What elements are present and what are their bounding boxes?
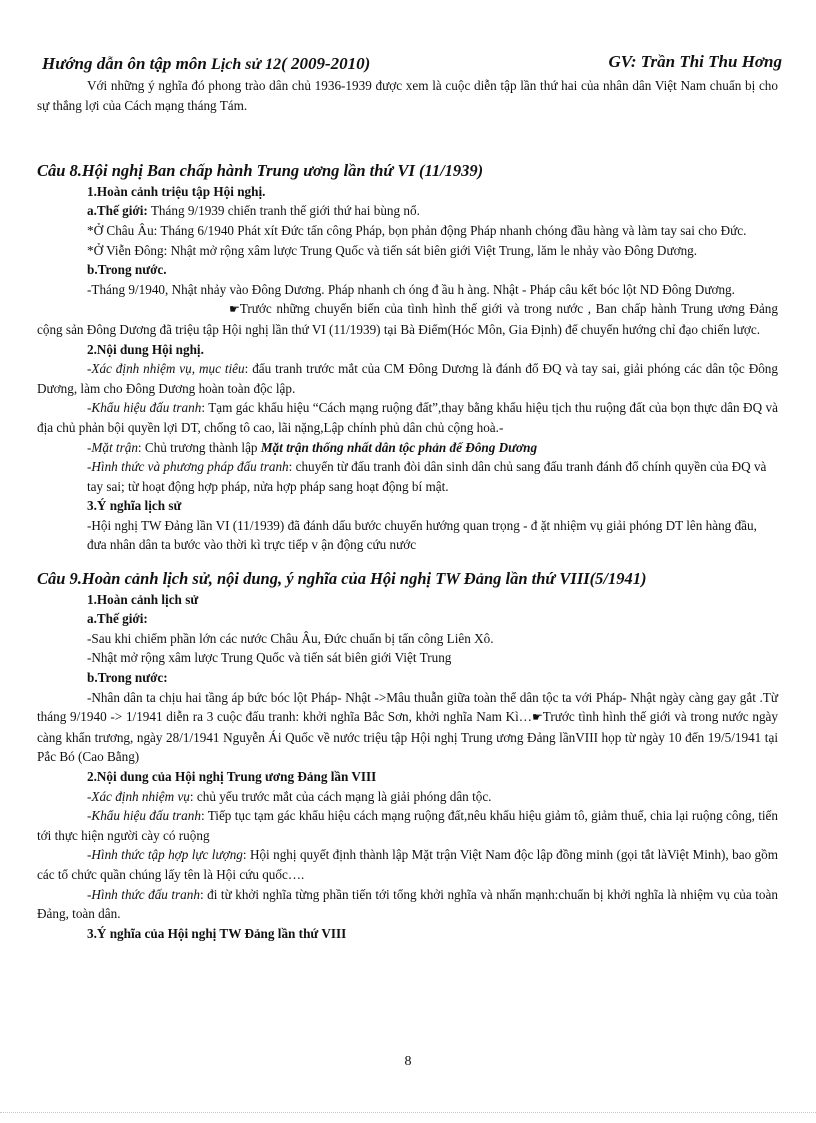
q9-struggle-paragraph: -Hình thức đấu tranh: đi từ khởi nghĩa từng phần tiến tới tổng khởi nghĩa và nhấn mạnh:chuẩn bị khởi nghĩa là nhiệm vụ của toàn Đảng, toàn dân. (37, 886, 778, 922)
q8-task-paragraph: -Xác định nhiệm vụ, mục tiêu: đấu tranh trước mắt của CM Đông Dương là đánh đổ ĐQ và tay sai, giải phóng các dân tộc Đông Dương, làm cho Đông Dương hoàn toàn độc lập. (37, 361, 778, 396)
q8-front-name: Mặt trận thống nhất dân tộc phản đế Đông Dương (260, 439, 538, 455)
q8-slogan-paragraph: -Khẩu hiệu đấu tranh: Tạm gác khẩu hiệu “Cách mạng ruộng đất”,thay bằng khẩu hiệu tịch thu ruộng đất của bọn thực dân ĐQ và địa chủ phản bội quyền lợi DT, chống tô cao, lãi nặng,Lập chính phủ dân chủ cộng hoà.- (37, 400, 778, 435)
q8-europe-paragraph: *Ở Châu Âu: Tháng 6/1940 Phát xít Đức tấn công Pháp, bọn phản động Pháp nhanh chóng đầu hàng và làm tay sai cho Đức. (87, 222, 747, 238)
q9-task-paragraph: -Xác định nhiệm vụ: chủ yếu trước mắt của cách mạng là giải phóng dân tộc. (87, 788, 492, 804)
q9-forces-paragraph: -Hình thức tập hợp lực lượng: Hội nghị quyết định thành lập Mặt trận Việt Nam độc lập đồng minh (gọi tắt làViệt Minh), bao gồm các tổ chức quần chúng lấy tên là Hội cứu quốc…. (37, 847, 778, 882)
page-bottom-divider (0, 1112, 816, 1113)
q8-world-label: a.Thế giới: (87, 203, 148, 219)
pointing-hand-icon: ☛ (229, 302, 240, 317)
header-course-title: Hướng dẫn ôn tập môn Lịch sử 12( 2009-2010) (42, 54, 371, 73)
pointing-hand-icon: ☛ (531, 710, 543, 725)
q9-domestic-paragraph: -Nhân dân ta chịu hai tầng áp bức bóc lột Pháp- Nhật ->Mâu thuẫn giữa toàn thể dân tộc ta với Pháp- Nhật ngày càng gay gắt .Từ tháng 9/1940 -> 1/1941 diễn ra 3 cuộc đấu tranh: khởi nghĩa Bắc Sơn, khởi nghĩa Nam Kì…☛Trước tình hình thế giới và trong nước ngày càng khẩn trương, ngày 28/1/1941 Nguyễn Ái Quốc về nước triệu tập Hội nghị Trung ương Đảng lầnVIII họp từ ngày 10 đến 19/5/1941 tại Pắc Bó (Cao Bằng) (37, 689, 778, 765)
q8-section-1-heading: 1.Hoàn cảnh triệu tập Hội nghị. (87, 183, 266, 199)
q8-world-paragraph: a.Thế giới: Tháng 9/1939 chiến tranh thế giới thứ hai bùng nổ. (87, 203, 420, 219)
q9-section-3-heading: 3.Ý nghĩa của Hội nghị TW Đảng lần thứ VIII (87, 925, 347, 941)
q8-conclusion-paragraph: ☛Trước những chuyển biến của tình hình thế giới và trong nước , Ban chấp hành Trung ương Đảng cộng sản Đông Dương đã triệu tập Hội nghị lần thứ VI (11/1939) tại Bà Điểm(Hóc Môn, Gia Định) để chuyển hướng chỉ đạo chiến lược. (37, 301, 778, 337)
header-teacher: GV: Trần Thi Thu Hơng (608, 52, 782, 71)
q8-fareast-paragraph: *Ở Viễn Đông: Nhật mở rộng xâm lược Trung Quốc và tiến sát biên giới Việt Trung, lăm le nhảy vào Đông Dương. (87, 242, 698, 258)
question-8-title: Câu 8.Hội nghị Ban chấp hành Trung ương lần thứ VI (11/1939) (37, 161, 484, 181)
q9-world-line-1: -Sau khi chiếm phần lớn các nước Châu Âu, Đức chuẩn bị tấn công Liên Xô. (87, 630, 494, 646)
page-header (42, 52, 782, 76)
q9-slogan-paragraph: -Khẩu hiệu đấu tranh: Tiếp tục tạm gác khẩu hiệu cách mạng ruộng đất,nêu khẩu hiệu giảm tô, giảm thuế, chia lại ruộng công, tiến tới thực hiện người cày có ruộng (37, 808, 778, 843)
page-number: 8 (404, 1054, 412, 1069)
document-body (37, 76, 778, 943)
q8-significance-paragraph: -Hội nghị TW Đảng lần VI (11/1939) đã đánh dấu bước chuyển hướng quan trọng - đ ặt nhiệm vụ giải phóng DT lên hàng đầu, đưa nhân dân ta bước vào thời kì trực tiếp v ận động cứu nước (87, 517, 757, 553)
q9-section-2-heading: 2.Nội dung của Hội nghị Trung ương Đảng lần VIII (87, 769, 377, 784)
q9-world-line-2: -Nhật mở rộng xâm lược Trung Quốc và tiến sát biên giới Việt Trung (87, 650, 452, 666)
question-9-title: Câu 9.Hoàn cảnh lịch sử, nội dung, ý nghĩa của Hội nghị TW Đảng lần thứ VIII(5/1941) (37, 569, 647, 589)
q8-domestic-heading: b.Trong nước. (87, 262, 167, 278)
q9-section-1-heading: 1.Hoàn cảnh lịch sử (87, 591, 199, 607)
q8-section-3-heading: 3.Ý nghĩa lịch sử (87, 498, 182, 514)
q8-section-2-heading: 2.Nội dung Hội nghị. (87, 341, 204, 357)
q8-domestic-paragraph: -Tháng 9/1940, Nhật nhảy vào Đông Dương. Pháp nhanh ch óng đ ầu h àng. Nhật - Pháp câu kết bóc lột ND Đông Dương. (87, 281, 735, 297)
q8-front-paragraph: -Mặt trận: Chủ trương thành lập Mặt trận thống nhất dân tộc phản đế Đông Dương (87, 439, 538, 455)
q9-world-heading: a.Thế giới: (87, 611, 148, 627)
intro-paragraph: Với những ý nghĩa đó phong trào dân chủ 1936-1939 được xem là cuộc diễn tập lần thứ hai của nhân dân Việt Nam chuẩn bị cho sự thắng lợi của Cách mạng tháng Tám. (37, 78, 778, 113)
q9-domestic-heading: b.Trong nước: (87, 670, 168, 686)
q8-method-paragraph: -Hình thức và phương pháp đấu tranh: chuyển từ đấu tranh đòi dân sinh dân chủ sang đấu tranh đánh đổ chính quyền của ĐQ và tay sai; từ hoạt động hợp pháp, nửa hợp pháp sang hoạt động bí mật. (87, 459, 767, 494)
